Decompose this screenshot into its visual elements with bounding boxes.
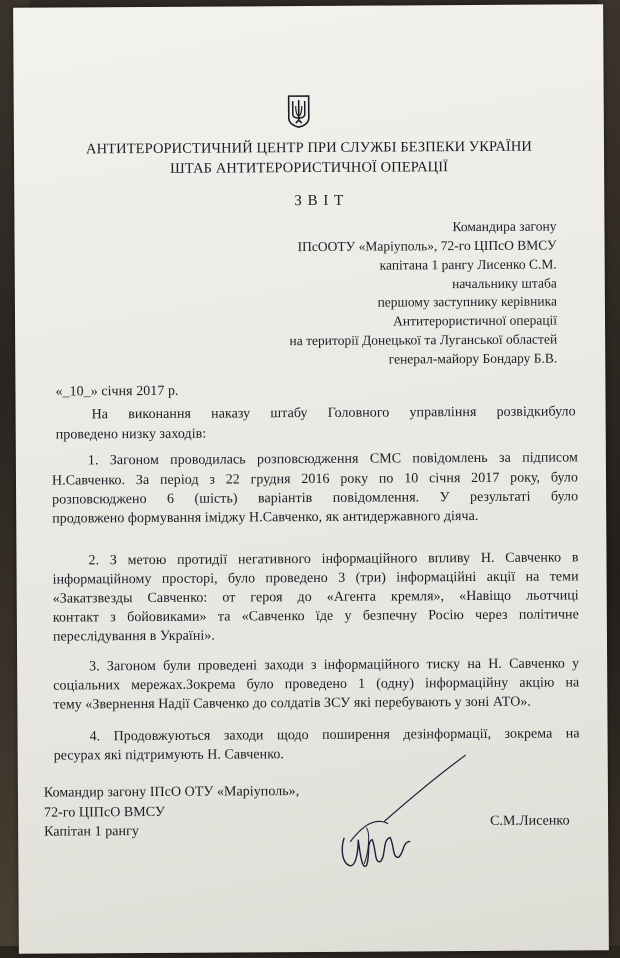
signer-position-line: Капітан 1 рангу xyxy=(44,824,139,840)
trident-icon xyxy=(286,94,312,128)
paragraph-line: контакт з бойовиками» та «Савченко їде у безпечну Росію через політичне xyxy=(52,607,579,626)
paragraph-line: розповсюджено 6 (шість) варіантів повідомлення. У результаті було xyxy=(52,489,579,508)
to-line: на території Донецької та Луганської областей xyxy=(289,331,558,349)
paragraph-line: Н.Савченко. За період з 22 грудня 2016 року по 10 січня 2017 року, було xyxy=(51,470,579,489)
paragraph-line: переслідування в Україні». xyxy=(52,628,215,645)
paragraph-line: 1. Загоном проводилась розповсюдження СМС повідомлень за підписом xyxy=(87,450,578,469)
paragraph-line: тему «Звернення Надії Савченко до солдатів ЗСУ які перебувають у зоні АТО». xyxy=(53,694,531,713)
paragraph-line: «Закатзвезды Савченко: от героя до «Агента кремля», «Навіщо льотчиці xyxy=(52,588,579,607)
to-line: Антитерористичної операції xyxy=(393,312,558,329)
from-line: Командира загону xyxy=(452,218,557,235)
paragraph-line: 2. З метою протидії негативного інформаційного впливу Н. Савченко в xyxy=(88,550,579,569)
to-line: першому заступнику керівника xyxy=(377,293,557,310)
handwritten-signature xyxy=(336,753,477,884)
to-line: начальнику штаба xyxy=(452,275,557,292)
paragraph-line: 4. Продовжуються заходи щодо поширення дезінформації, зокрема на xyxy=(89,726,580,745)
paragraph-line: інформаційному просторі, було проведено 3 (три) інформаційні акції на теми xyxy=(52,569,579,588)
paragraph-line: соціальних мережах.Зокрема було проведено 1 (одну) інформаційну акцію на xyxy=(53,675,580,694)
document-title: З В І Т xyxy=(294,192,345,210)
from-line: капітана 1 рангу Лисенко С.М. xyxy=(379,256,557,273)
paragraph-line: продовжено формування іміджу Н.Савченко, як антидержавного діяча. xyxy=(52,508,479,527)
signer-position-line: 72-го ЦІПсО ВМСУ xyxy=(43,804,166,821)
document-page xyxy=(13,4,609,954)
paragraph-line: ресурах які підтримують Н. Савченко. xyxy=(53,747,284,764)
from-line: ІПсООТУ «Маріуполь», 72-го ЦІПсО ВМСУ xyxy=(297,237,557,255)
agency-subtitle: ШТАБ АНТИТЕРОРИСТИЧНОЇ ОПЕРАЦІЇ xyxy=(170,159,449,177)
intro-line: проведено низку заходів: xyxy=(55,426,207,443)
agency-title: АНТИТЕРОРИСТИЧНИЙ ЦЕНТР ПРИ СЛУЖБІ БЕЗПЕКИ УКРАЇНИ xyxy=(85,138,533,158)
intro-line: На виконання наказу штабу Головного управління розвідкибуло xyxy=(91,404,576,423)
document-date: «_10_» січня 2017 р. xyxy=(55,383,179,400)
signer-name: С.М.Лисенко xyxy=(490,813,570,829)
paragraph-line: 3. Загоном були проведені заходи з інформаційного тиску на Н. Савченко у xyxy=(89,656,580,675)
to-line: генерал-майору Бондару Б.В. xyxy=(388,350,558,367)
signer-position-line: Командир загону ІПсО ОТУ «Маріуполь», xyxy=(43,784,300,801)
